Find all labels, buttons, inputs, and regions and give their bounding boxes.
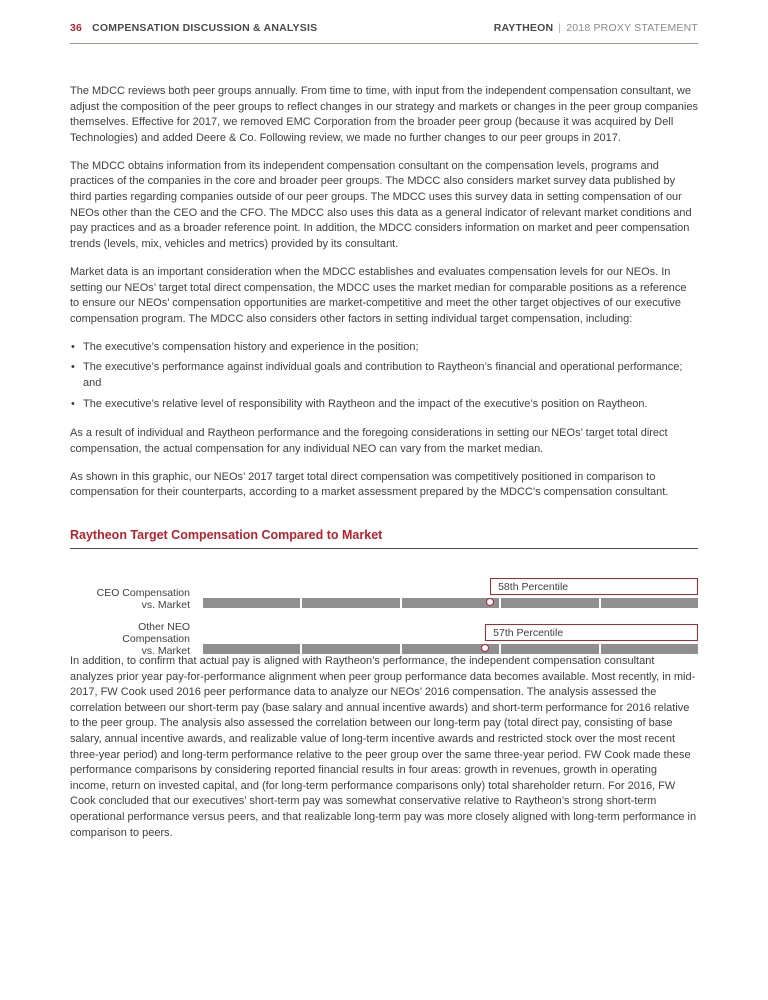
page-number: 36: [70, 22, 83, 34]
row-label-line2: vs. Market: [141, 645, 190, 658]
percentile-callout: [485, 624, 698, 641]
section-title: COMPENSATION DISCUSSION & ANALYSIS: [92, 22, 318, 34]
paragraph-6: In addition, to confirm that actual pay is aligned with Raytheon’s performance, the independent compensation consultant analyzes prior year pay-for-performance alignment when peer group performance data becomes available. Most recently, in mid-2017, FW Cook used 2016 peer performance data to analyze our NEOs’ 2016 compensation. The analysis assessed the correlation between our short-term pay (base salary and annual incentive awards) and short-term performance for 2016 relative to the peer group. The analysis also assessed the correlation between our long-term pay (total direct pay, consisting of base salary, annual incentive awards, and realizable value of long-term incentive awards and restricted stock over the most recent three-year period) and long-term performance relative to the peer group over the same three-year period. FW Cook made these performance comparisons by considering reported financial results in four areas: growth in revenues, growth in operating income, return on invested capital, and (for long-term performance comparisons only) total shareholder return. For 2016, FW Cook concluded that our executives’ short-term pay was somewhat conservative relative to Raytheon’s strong short-term operational performance versus peers, and that realizable long-term pay was more closely aligned with long-term performance in comparison to peers.: [70, 655, 697, 839]
header-left: [70, 22, 317, 34]
chart-heading: Raytheon Target Compensation Compared to Market: [70, 528, 698, 549]
document-title: 2018 PROXY STATEMENT: [566, 22, 698, 34]
page-header: [70, 22, 698, 44]
row-plot: [203, 624, 698, 654]
percentile-marker: [486, 598, 494, 606]
percentile-callout: [490, 578, 698, 595]
bullet-item: • The executive’s performance against individual goals and contribution to Raytheon’s financial and operational performance; and: [70, 360, 698, 391]
chart-row-other-neo: [70, 621, 698, 658]
page-content: [70, 44, 698, 841]
bullet-item: • The executive’s compensation history and experience in the position;: [70, 340, 698, 356]
percentile-bar: [203, 644, 698, 654]
paragraph-2: The MDCC obtains information from its independent compensation consultant on the compensation levels, programs and practices of the companies in the core and broader peer groups. The MDCC also considers market survey data published by third parties regarding companies outside of our peer groups. The MDCC uses this survey data in setting compensation of our NEOs other than the CEO and the CFO. The MDCC also uses this data as a general indicator of relevant market conditions and pay practices and as a broader reference point. In addition, the MDCC considers information on market and peer compensation trends (levels, mix, vehicles and metrics) provided by its consultant.: [70, 159, 692, 250]
row-label: [70, 621, 190, 657]
row-label-line1: Other NEO Compensation: [122, 621, 190, 646]
paragraph-4: As a result of individual and Raytheon performance and the foregoing considerations in setting our NEOs’ target total direct compensation, the actual compensation for any individual NEO can vary from the market median.: [70, 427, 668, 455]
paragraph-1: The MDCC reviews both peer groups annually. From time to time, with input from the independent compensation consultant, we adjust the composition of the peer groups to reflect changes in our strategy and markets or changes in the peer group companies themselves. Effective for 2017, we removed EMC Corporation from the broader peer group (because it was acquired by Dell Technologies) and added Deere & Co. Following review, we made no further changes to our peer groups in 2017.: [70, 85, 698, 144]
row-label-line1: CEO Compensation: [96, 587, 190, 600]
bullet-item: • The executive’s relative level of responsibility with Raytheon and the impact of the executive’s position on Raytheon.: [70, 397, 698, 413]
paragraph-3: Market data is an important consideration when the MDCC establishes and evaluates compensation levels for our NEOs. In setting our NEOs’ target total direct compensation, the MDCC uses the market median for comparable positions as a reference to ensure our NEOs’ compensation opportunities are market-competitive and meet the other target objectives of our executive compensation program. The MDCC also considers other factors in setting individual target compensation, including:: [70, 265, 687, 325]
percentile-callout-label: 57th Percentile: [493, 626, 564, 639]
row-plot: [203, 578, 698, 608]
row-label: [70, 587, 190, 611]
percentile-callout-label: 58th Percentile: [498, 580, 569, 593]
bullet-list: [70, 340, 698, 412]
paragraph-5: As shown in this graphic, our NEOs’ 2017 target total direct compensation was competitively positioned in comparison to compensation for their counterparts, according to a market assessment prepared by the MDCC’s compensation consultant.: [70, 470, 669, 499]
header-divider: |: [558, 22, 562, 34]
row-label-line2: vs. Market: [141, 599, 190, 612]
percentile-marker: [481, 644, 489, 652]
percentile-chart: [70, 578, 698, 658]
percentile-bar: [203, 598, 698, 608]
brand-name: RAYTHEON: [493, 22, 554, 34]
chart-row-ceo: [70, 578, 698, 612]
header-right: [494, 22, 698, 34]
